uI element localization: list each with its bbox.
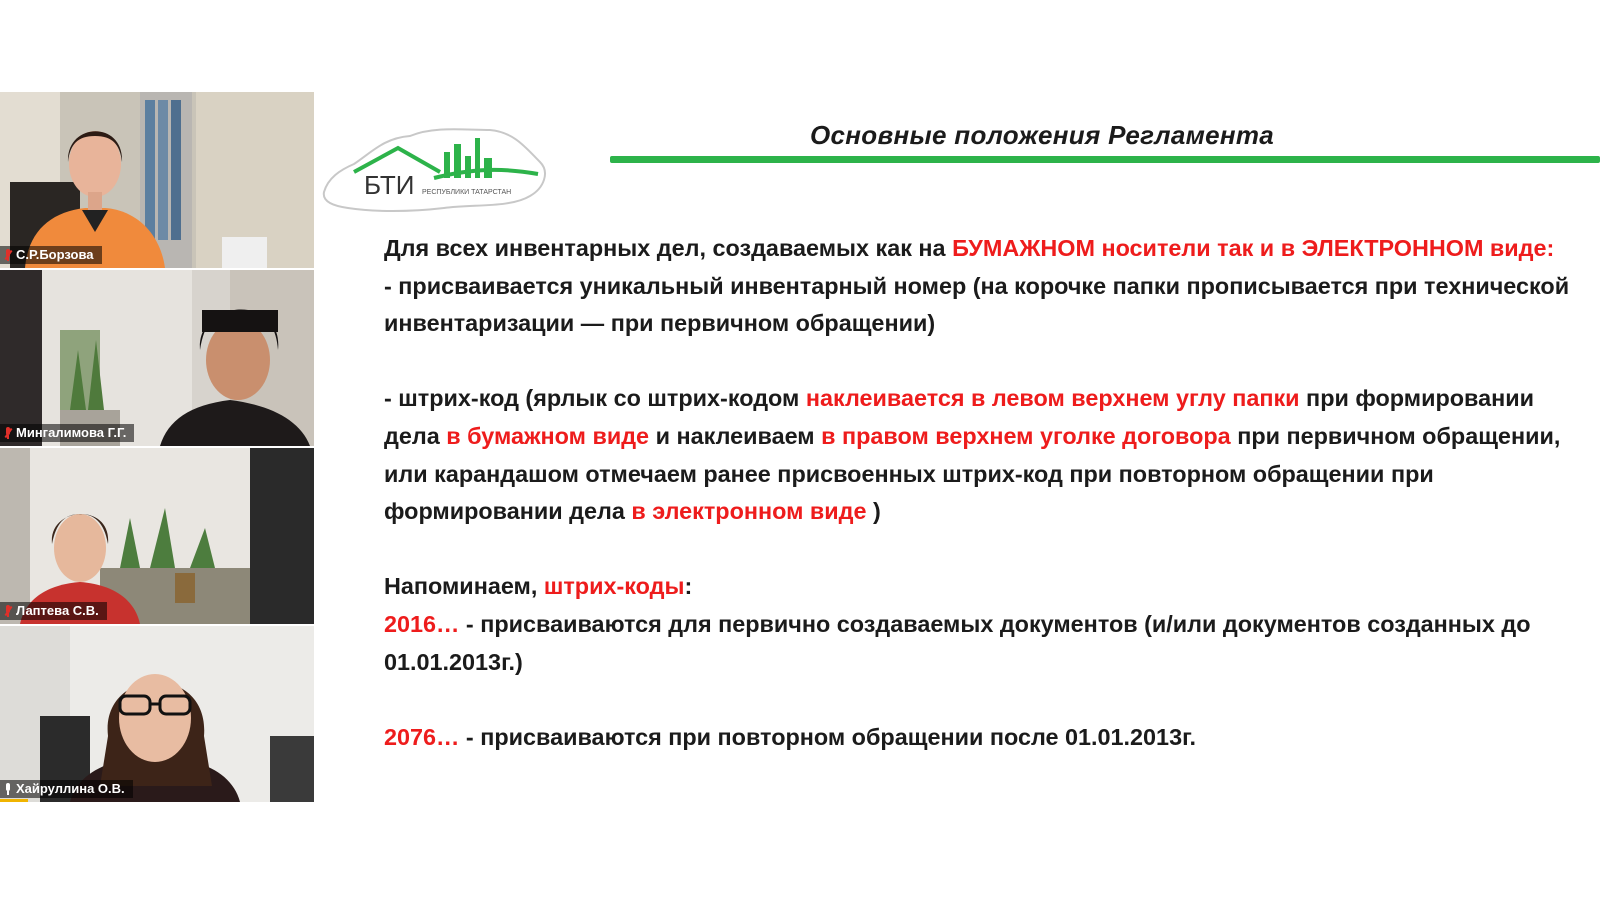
participant-name: Лаптева С.В. <box>16 603 99 618</box>
logo-subtitle: РЕСПУБЛИКИ ТАТАРСТАН <box>422 189 512 196</box>
participant-name-tag <box>0 246 102 264</box>
participant-name: Хайруллина О.В. <box>16 781 125 796</box>
participant-name-tag <box>0 602 107 620</box>
participant-name: С.Р.Борзова <box>16 247 94 262</box>
participant-video-1 <box>0 92 314 268</box>
paragraph-code-2076: 2076… - присваиваются при повторном обращении после 01.01.2013г. <box>384 723 1196 750</box>
participant-tile-4[interactable] <box>0 626 314 802</box>
participant-name-tag <box>0 780 133 798</box>
logo-wordmark: БТИ <box>364 170 415 200</box>
bti-logo-graphic <box>314 108 554 216</box>
paragraph-code-2016: 2016… - присваиваются для первично создаваемых документов (и/или документов созданных до 01.01.2013г.) <box>384 610 1531 675</box>
bti-logo <box>314 108 554 216</box>
slide-title: Основные положения Регламента <box>810 120 1275 150</box>
participant-video-3 <box>0 448 314 624</box>
mic-muted-icon <box>4 605 12 618</box>
participant-video-2 <box>0 270 314 446</box>
paragraph-barcode: - штрих-код (ярлык со штрих-кодом наклеивается в левом верхнем углу папки при формировании дела в бумажном виде и наклеиваем в правом верхнем уголке договора при первичном обращении, или карандашом отмечаем ранее присвоенных штрих-код при повторном обращении при формировании дела в электронном виде ) <box>384 385 1561 525</box>
mic-muted-icon <box>4 427 12 440</box>
paragraph-intro: Для всех инвентарных дел, создаваемых как на БУМАЖНОМ носители так и в ЭЛЕКТРОННОМ виде: <box>384 235 1555 261</box>
mic-icon <box>4 783 12 796</box>
participant-video-4 <box>0 626 314 802</box>
paragraph-inventory-number: - присваивается уникальный инвентарный номер (на корочке папки прописывается при технической инвентаризации — при первичном обращении) <box>384 272 1570 337</box>
slide-body <box>384 230 1594 756</box>
participant-tile-2[interactable] <box>0 270 314 446</box>
title-underline <box>610 156 1600 163</box>
participant-tile-3[interactable] <box>0 448 314 624</box>
participant-name: Мингалимова Г.Г. <box>16 425 127 440</box>
participant-tile-1[interactable] <box>0 92 314 268</box>
paragraph-reminder: Напоминаем, штрих-коды: <box>384 573 693 600</box>
mic-muted-icon <box>4 249 12 262</box>
participants-panel <box>0 92 314 804</box>
active-speaker-indicator <box>0 799 28 802</box>
presentation-slide <box>314 92 1600 804</box>
participant-name-tag <box>0 424 134 442</box>
